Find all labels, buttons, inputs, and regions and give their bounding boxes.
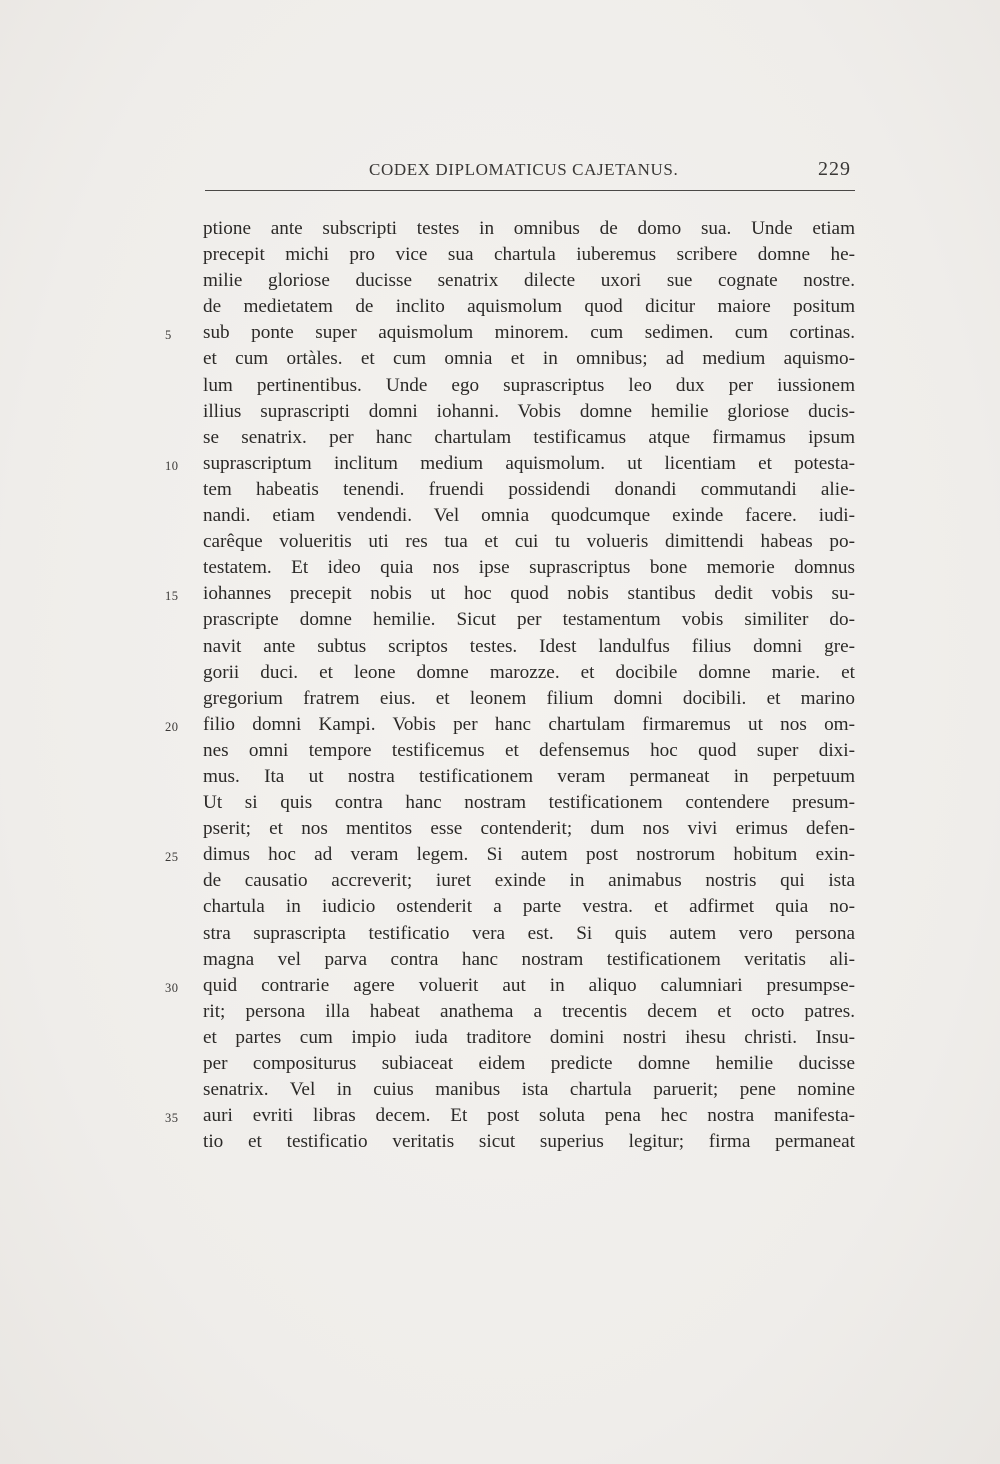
text-line [203, 294, 855, 320]
text-line-content: suprascriptum inclitum medium aquismolum. ut licentiam et potesta- [203, 452, 855, 474]
text-line [203, 503, 855, 529]
text-line [203, 242, 855, 268]
line-number: 5 [165, 328, 172, 343]
text-line [203, 607, 855, 633]
text-line-content: senatrix. Vel in cuius manibus ista chartula paruerit; pene nomine [203, 1079, 855, 1101]
line-number: 30 [165, 980, 179, 995]
header-rule [205, 190, 855, 191]
text-line-content: mus. Ita ut nostra testificationem veram permaneat in perpetuum [203, 765, 855, 787]
text-line-content: se senatrix. per hanc chartulam testificamus atque firmamus ipsum [203, 426, 855, 448]
line-number: 35 [165, 1111, 179, 1126]
text-line-content: de medietatem de inclito aquismolum quod dicitur maiore positum [203, 296, 855, 318]
page-number: 229 [818, 158, 851, 180]
text-line-content: de causatio accreverit; iuret exinde in animabus nostris qui ista [203, 870, 855, 892]
text-line-content: illius suprascripti domni iohanni. Vobis domne hemilie gloriose ducis- [203, 400, 855, 422]
text-line-content: gregorium fratrem eius. et leonem filium domni docibili. et marino [203, 687, 855, 709]
line-number: 10 [165, 458, 179, 473]
text-line-content: milie gloriose ducisse senatrix dilecte uxori sue cognate nostre. [203, 270, 855, 292]
text-line [203, 947, 855, 973]
text-line [165, 451, 855, 477]
text-line-content: nes omni tempore testificemus et defensemus hoc quod super dixi- [203, 739, 855, 761]
text-line-content: et cum ortàles. et cum omnia et in omnibus; ad medium aquismo- [203, 348, 855, 370]
text-line [203, 738, 855, 764]
text-line [165, 842, 855, 868]
line-number: 15 [165, 589, 179, 604]
text-line [203, 660, 855, 686]
text-line-content: iohannes precepit nobis ut hoc quod nobis stantibus dedit vobis su- [203, 583, 855, 605]
text-line-content: prascripte domne hemilie. Sicut per testamentum vobis similiter do- [203, 609, 855, 631]
text-line [165, 320, 855, 346]
text-line [203, 868, 855, 894]
text-line [203, 555, 855, 581]
text-line-content: stra suprascripta testificatio vera est. Si quis autem vero persona [203, 922, 855, 944]
text-line [203, 999, 855, 1025]
text-line-content: testatem. Et ideo quia nos ipse suprascriptus bone memorie domnus [203, 557, 855, 579]
text-line [165, 581, 855, 607]
text-line [203, 1077, 855, 1103]
text-line [203, 1025, 855, 1051]
text-line-content: auri evriti libras decem. Et post soluta pena hec nostra manifesta- [203, 1105, 855, 1127]
text-line-content: Ut si quis contra hanc nostram testificationem contendere presum- [203, 792, 855, 814]
text-line-content: pserit; et nos mentitos esse contenderit; dum nos vivi erimus defen- [203, 818, 855, 840]
text-line-content: tio et testificatio veritatis sicut superius legitur; firma permaneat [203, 1131, 855, 1153]
line-number: 20 [165, 719, 179, 734]
text-line [203, 529, 855, 555]
text-line-content: quid contrarie agere voluerit aut in aliquo calumniari presumpse- [203, 974, 855, 996]
text-line [165, 712, 855, 738]
text-line-content: gorii duci. et leone domne marozze. et docibile domne marie. et [203, 661, 855, 683]
text-line [203, 268, 855, 294]
text-line-content: sub ponte super aquismolum minorem. cum sedimen. cum cortinas. [203, 322, 855, 344]
text-line-content: magna vel parva contra hanc nostram testificationem veritatis ali- [203, 948, 855, 970]
text-line [203, 216, 855, 242]
text-line [165, 1103, 855, 1129]
text-line [203, 1129, 855, 1155]
text-line [203, 477, 855, 503]
text-line-content: ptione ante subscripti testes in omnibus de domo sua. Unde etiam [203, 218, 855, 239]
text-line-content: nandi. etiam vendendi. Vel omnia quodcumque exinde facere. iudi- [203, 505, 855, 527]
text-line [203, 686, 855, 712]
text-line [203, 373, 855, 399]
text-line-content: dimus hoc ad veram legem. Si autem post nostrorum hobitum exin- [203, 844, 855, 866]
running-title: CODEX DIPLOMATICUS CAJETANUS. [369, 160, 679, 179]
text-line-content: rit; persona illa habeat anathema a trecentis decem et octo patres. [203, 1000, 855, 1022]
text-line [203, 634, 855, 660]
text-line-content: navit ante subtus scriptos testes. Idest landulfus filius domni gre- [203, 635, 855, 657]
text-line [203, 764, 855, 790]
text-line-content: per compositurus subiaceat eidem predicte domne hemilie ducisse [203, 1053, 855, 1074]
text-line-content: carêque volueritis uti res tua et cui tu volueris dimittendi habeas po- [203, 531, 855, 553]
text-line-content: chartula in iudicio ostenderit a parte vestra. et adfirmet quia no- [203, 896, 855, 918]
text-line [203, 1051, 855, 1077]
text-line [203, 399, 855, 425]
running-header [205, 158, 855, 188]
text-line [203, 894, 855, 920]
text-line [165, 973, 855, 999]
text-line-content: et partes cum impio iuda traditore domini nostri ihesu christi. Insu- [203, 1026, 855, 1048]
text-line [203, 921, 855, 947]
text-line [203, 790, 855, 816]
text-line-content: filio domni Kampi. Vobis per hanc chartulam firmaremus ut nos om- [203, 713, 855, 735]
body-text [165, 216, 855, 1155]
text-line [203, 425, 855, 451]
text-line [203, 816, 855, 842]
text-line-content: precepit michi pro vice sua chartula iuberemus scribere domne he- [203, 244, 855, 266]
text-line-content: lum pertinentibus. Unde ego suprascriptus leo dux per iussionem [203, 374, 855, 396]
text-line [203, 346, 855, 372]
line-number: 25 [165, 850, 179, 865]
text-line-content: tem habeatis tenendi. fruendi possidendi donandi commutandi alie- [203, 478, 855, 500]
